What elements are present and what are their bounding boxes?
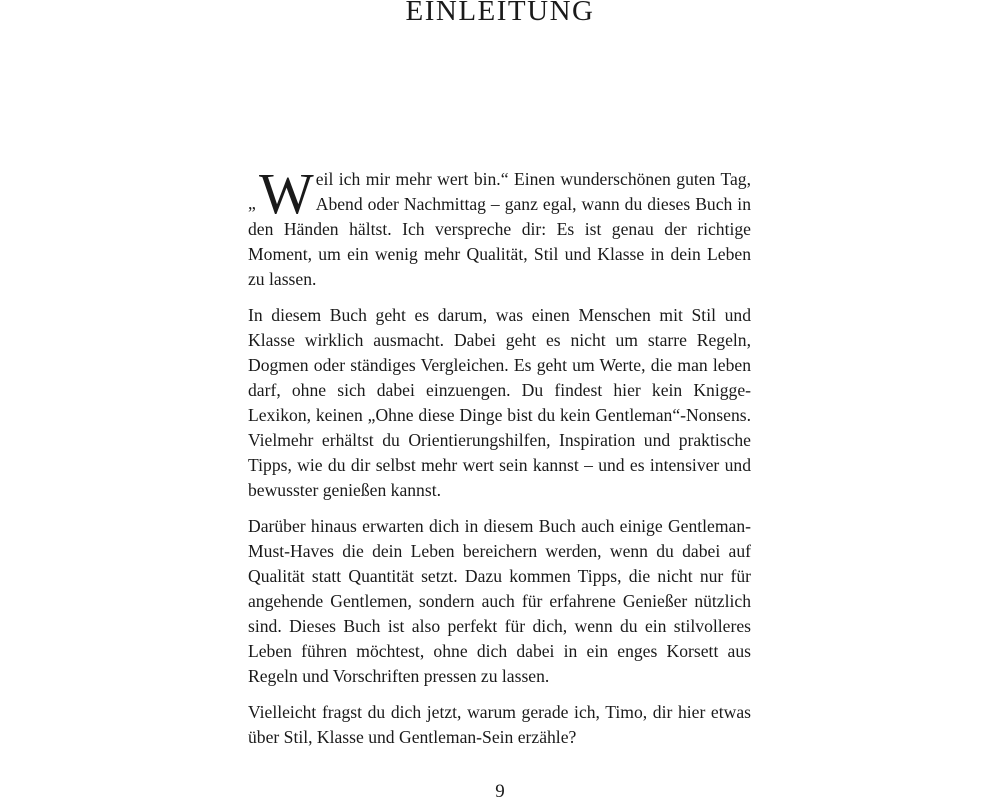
page-number: 9: [495, 781, 505, 802]
paragraph-intro: [248, 161, 751, 292]
paragraph-2: In diesem Buch geht es darum, was einen Menschen mit Stil und Klasse wirklich ausmacht. Dabei geht es nicht um starre Regeln, Dogmen oder ständiges Vergleichen. Es geht um Werte, die man leben darf, ohne sich dabei einzuengen. Du findest hier kein Knigge-Lexikon, keinen „Ohne diese Dinge bist du kein Gentleman“-Nonsens. Vielmehr erhältst du Orientierungshilfen, Inspiration und praktische Tipps, wie du dir selbst mehr wert sein kannst – und es intensiver und bewusster genießen kannst.: [248, 305, 751, 500]
paragraph-4: Vielleicht fragst du dich jetzt, warum gerade ich, Timo, dir hier etwas über Stil, Klasse und Gentleman-Sein erzähle?: [248, 702, 751, 747]
paragraph-intro-text: eil ich mir mehr wert bin.“ Einen wunderschönen guten Tag, Abend oder Nachmittag – ganz egal, wann du dieses Buch in den Händen hältst. Ich verspreche dir: Es ist genau der richtige Moment, um ein wenig mehr Qualität, Stil und Klasse in dein Leben zu lassen.: [248, 169, 751, 289]
opening-quote-mark: „: [248, 193, 256, 213]
drop-cap: W: [259, 161, 314, 226]
chapter-title: EINLEITUNG: [405, 0, 595, 27]
body-text: [248, 161, 751, 761]
paragraph-3: Darüber hinaus erwarten dich in diesem Buch auch einige Gentleman-Must-Haves die dein Leben bereichern werden, wenn du dabei auf Qualität statt Quantität setzt. Dazu kommen Tipps, die nicht nur für angehende Gentlemen, sondern auch für erfahrene Genießer nützlich sind. Dieses Buch ist also perfekt für dich, wenn du ein stilvolleres Leben führen möchtest, ohne dich dabei in ein enges Korsett aus Regeln und Vorschriften pressen zu lassen.: [248, 516, 751, 686]
